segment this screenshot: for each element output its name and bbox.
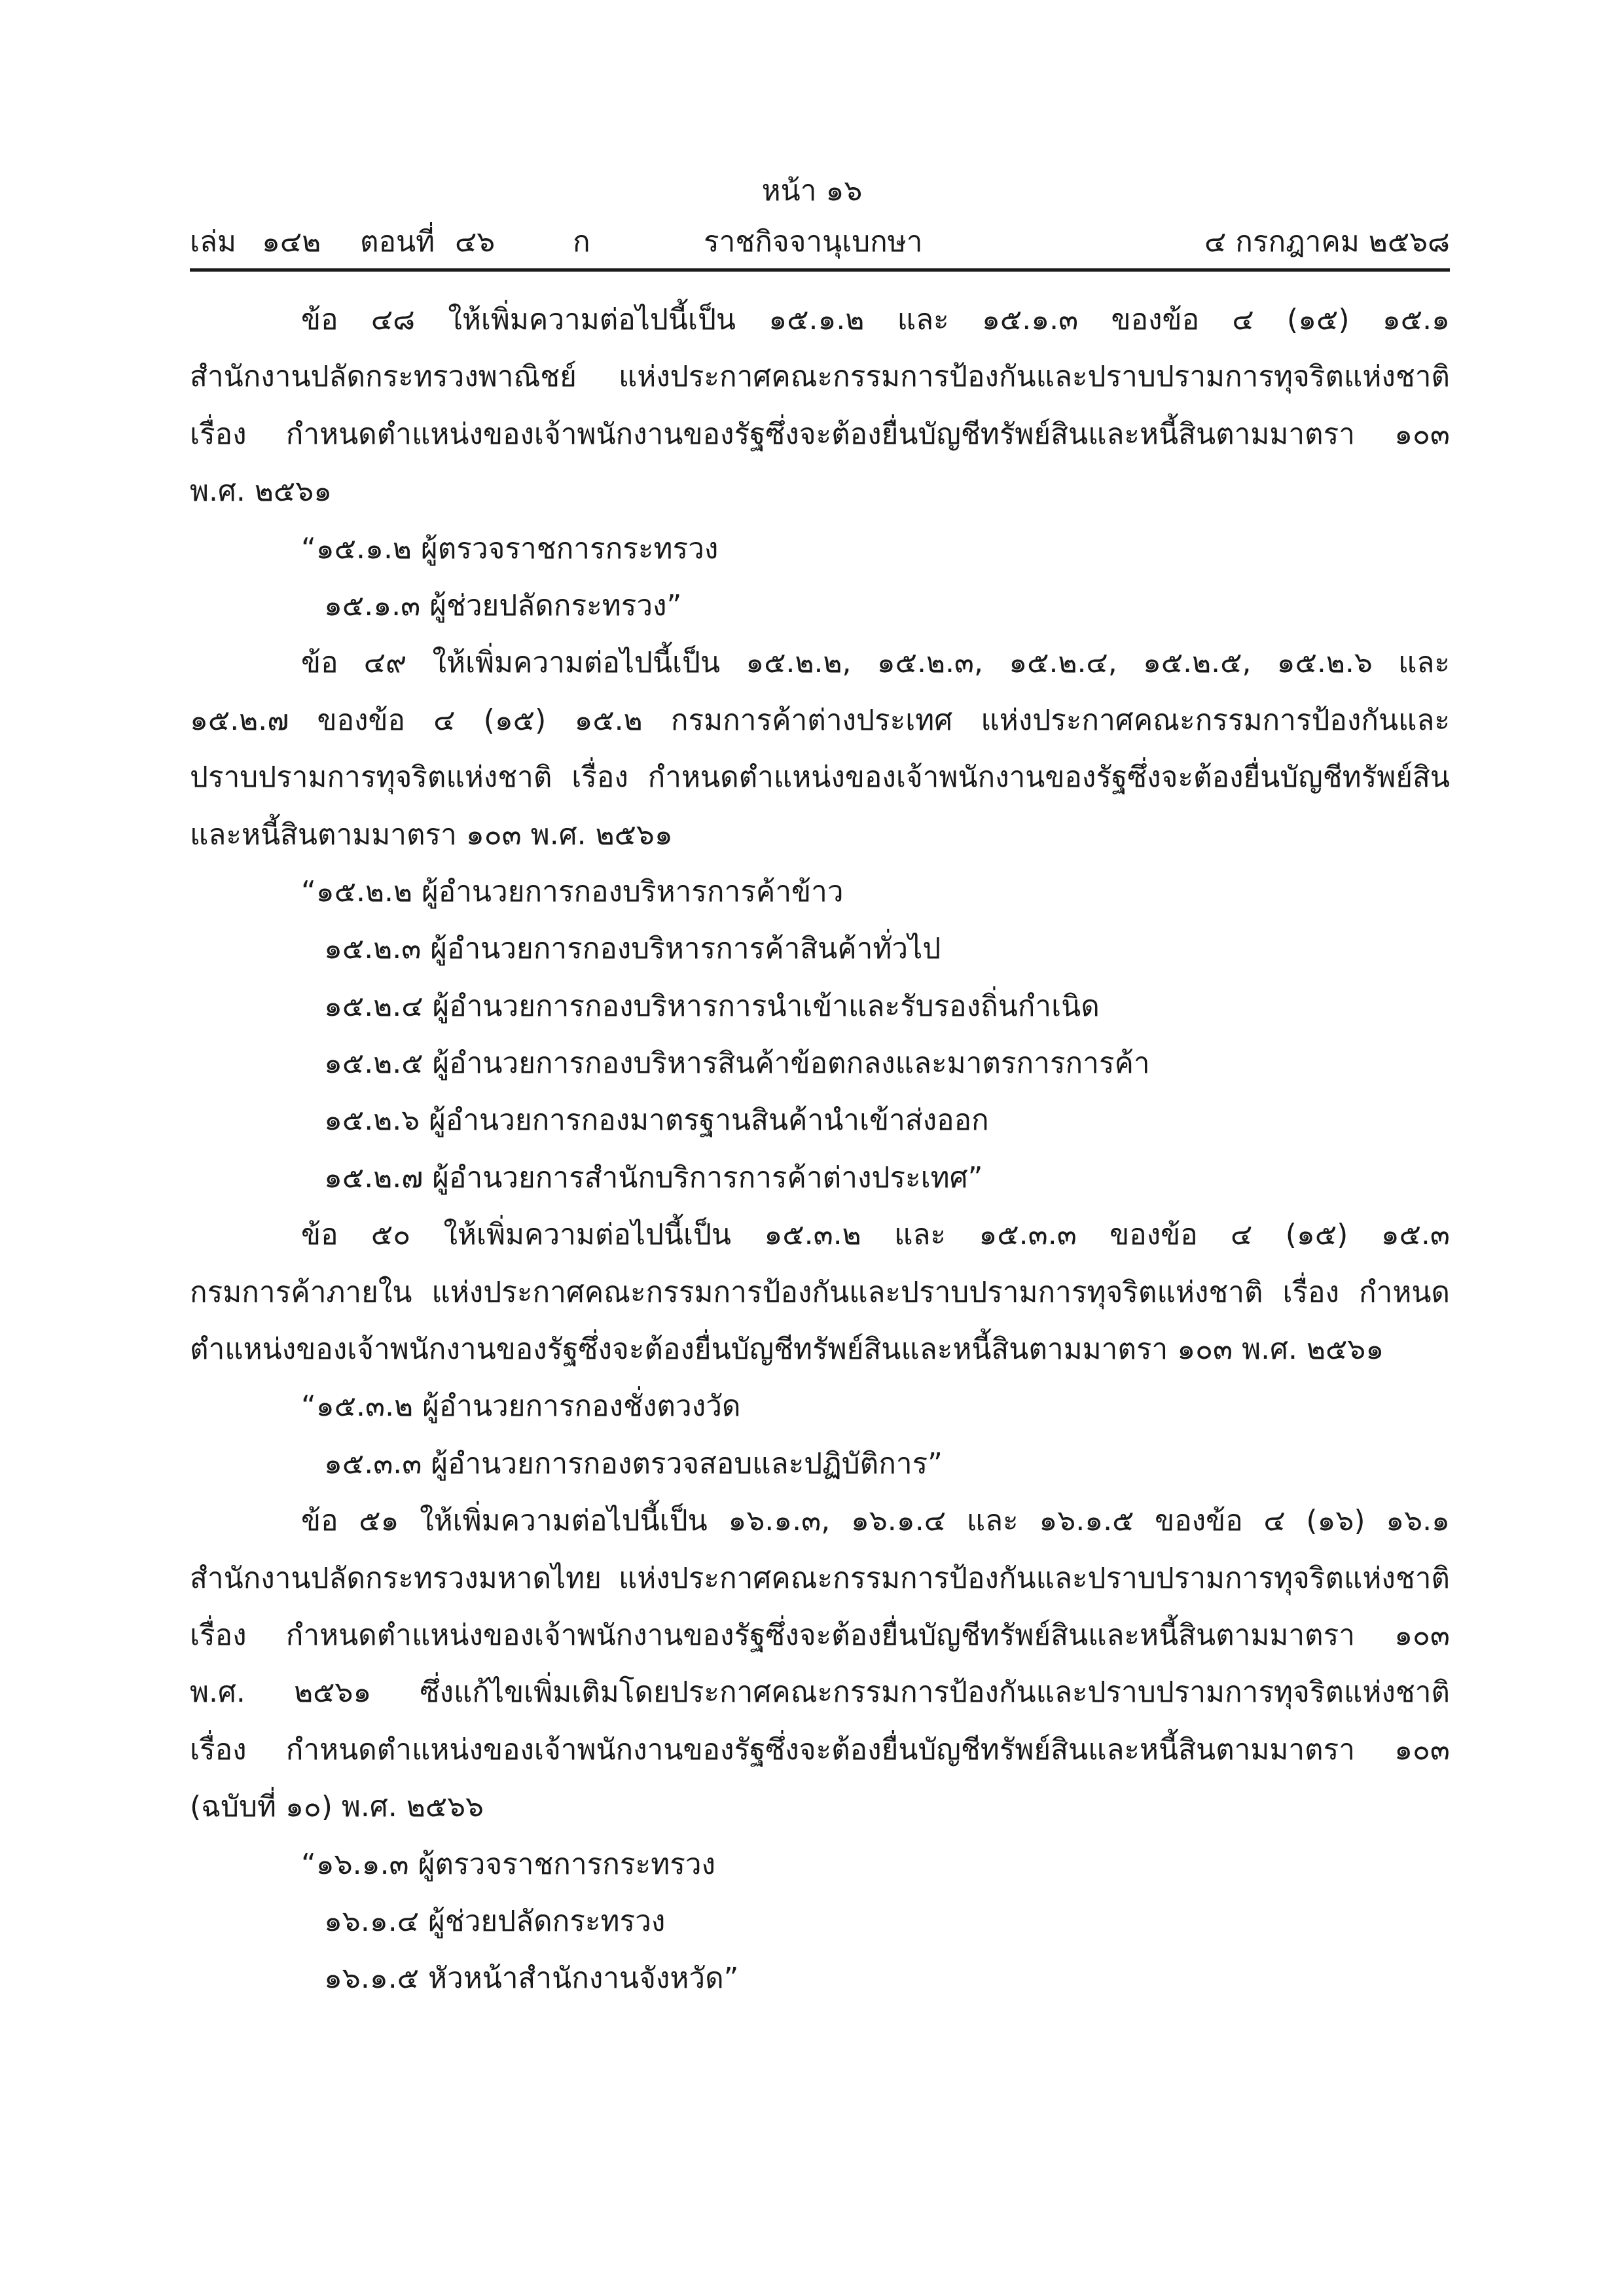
quoted-item: “๑๕.๒.๒ ผู้อำนวยการกองบริหารการค้าข้าว — [301, 874, 844, 908]
volume-number: ๑๔๒ — [262, 225, 321, 259]
quoted-item: “๑๖.๑.๓ ผู้ตรวจราชการกระทรวง — [301, 1847, 716, 1881]
article-51-line: เรื่อง กำหนดตำแหน่งของเจ้าพนักงานของรัฐซึ่งจะต้องยื่นบัญชีทรัพย์สินและหนี้สินตามมาตรา ๑๐๓ — [190, 1732, 1450, 1767]
gazette-header — [190, 219, 1450, 265]
quoted-item: ๑๕.๒.๓ ผู้อำนวยการกองบริหารการค้าสินค้าทั่วไป — [324, 932, 941, 966]
header-divider — [190, 268, 1450, 272]
article-49-line: ข้อ ๔๙ ให้เพิ่มความต่อไปนี้เป็น ๑๕.๒.๒, ๑๕.๒.๓, ๑๕.๒.๔, ๑๕.๒.๕, ๑๕.๒.๖ และ — [301, 646, 1450, 680]
article-50-line: ตำแหน่งของเจ้าพนักงานของรัฐซึ่งจะต้องยื่นบัญชีทรัพย์สินและหนี้สินตามมาตรา ๑๐๓ พ.ศ. ๒๕๖๑ — [190, 1333, 1384, 1367]
document-body — [190, 291, 1450, 2007]
article-51-line: เรื่อง กำหนดตำแหน่งของเจ้าพนักงานของรัฐซึ่งจะต้องยื่นบัญชีทรัพย์สินและหนี้สินตามมาตรา ๑๐๓ — [190, 1618, 1450, 1652]
quoted-item: ๑๕.๒.๕ ผู้อำนวยการกองบริหารสินค้าข้อตกลงและมาตรการการค้า — [324, 1047, 1150, 1081]
article-49-line: ปราบปรามการทุจริตแห่งชาติ เรื่อง กำหนดตำแหน่งของเจ้าพนักงานของรัฐซึ่งจะต้องยื่นบัญชีทรัพย์สิน — [190, 761, 1450, 795]
issue-label: ตอนที่ — [360, 225, 435, 259]
page-number: หน้า ๑๖ — [761, 174, 863, 207]
article-50-line: กรมการค้าภายใน แห่งประกาศคณะกรรมการป้องกันและปราบปรามการทุจริตแห่งชาติ เรื่อง กำหนด — [190, 1275, 1450, 1309]
article-48-line: สำนักงานปลัดกระทรวงพาณิชย์ แห่งประกาศคณะกรรมการป้องกันและปราบปรามการทุจริตแห่งชาติ — [190, 360, 1450, 394]
quoted-item: ๑๕.๒.๖ ผู้อำนวยการกองมาตรฐานสินค้านำเข้าส่งออก — [324, 1103, 989, 1138]
article-49-line: ๑๕.๒.๗ ของข้อ ๔ (๑๕) ๑๕.๒ กรมการค้าต่างประเทศ แห่งประกาศคณะกรรมการป้องกันและ — [190, 703, 1450, 737]
quoted-item: ๑๕.๑.๓ ผู้ช่วยปลัดกระทรวง” — [324, 588, 682, 622]
quoted-item: ๑๕.๓.๓ ผู้อำนวยการกองตรวจสอบและปฏิบัติการ” — [324, 1446, 943, 1480]
article-48-line: เรื่อง กำหนดตำแหน่งของเจ้าพนักงานของรัฐซึ่งจะต้องยื่นบัญชีทรัพย์สินและหนี้สินตามมาตรา ๑๐๓ — [190, 417, 1450, 451]
quoted-item: “๑๕.๓.๒ ผู้อำนวยการกองชั่งตวงวัด — [301, 1390, 741, 1424]
quoted-item: ๑๕.๒.๗ ผู้อำนวยการสำนักบริการการค้าต่างประเทศ” — [324, 1160, 983, 1194]
article-51-line: ข้อ ๕๑ ให้เพิ่มความต่อไปนี้เป็น ๑๖.๑.๓, ๑๖.๑.๔ และ ๑๖.๑.๕ ของข้อ ๔ (๑๖) ๑๖.๑ — [301, 1504, 1450, 1538]
quoted-item: “๑๕.๑.๒ ผู้ตรวจราชการกระทรวง — [301, 531, 719, 565]
quoted-item: ๑๕.๒.๔ ผู้อำนวยการกองบริหารการนำเข้าและรับรองถิ่นกำเนิด — [324, 989, 1100, 1023]
article-51-line: สำนักงานปลัดกระทรวงมหาดไทย แห่งประกาศคณะกรรมการป้องกันและปราบปรามการทุจริตแห่งชาติ — [190, 1561, 1450, 1595]
publication-date: ๔ กรกฎาคม ๒๕๖๘ — [1204, 225, 1450, 259]
quoted-item: ๑๖.๑.๔ ผู้ช่วยปลัดกระทรวง — [324, 1904, 666, 1938]
article-49-line: และหนี้สินตามมาตรา ๑๐๓ พ.ศ. ๒๕๖๑ — [190, 817, 673, 852]
section-letter: ก — [573, 225, 590, 259]
article-50-line: ข้อ ๕๐ ให้เพิ่มความต่อไปนี้เป็น ๑๕.๓.๒ และ ๑๕.๓.๓ ของข้อ ๔ (๑๕) ๑๕.๓ — [301, 1218, 1450, 1252]
quoted-item: ๑๖.๑.๕ หัวหน้าสำนักงานจังหวัด” — [324, 1962, 739, 1996]
volume-label: เล่ม — [190, 225, 237, 259]
gazette-name: ราชกิจจานุเบกษา — [704, 225, 923, 259]
article-48-line: พ.ศ. ๒๕๖๑ — [190, 475, 333, 509]
article-51-line: พ.ศ. ๒๕๖๑ ซึ่งแก้ไขเพิ่มเติมโดยประกาศคณะกรรมการป้องกันและปราบปรามการทุจริตแห่งชาติ — [190, 1676, 1450, 1710]
article-51-line: (ฉบับที่ ๑๐) พ.ศ. ๒๕๖๖ — [190, 1790, 484, 1824]
article-48-line: ข้อ ๔๘ ให้เพิ่มความต่อไปนี้เป็น ๑๕.๑.๒ และ ๑๕.๑.๓ ของข้อ ๔ (๑๕) ๑๕.๑ — [301, 303, 1450, 336]
issue-number: ๔๖ — [455, 225, 496, 259]
